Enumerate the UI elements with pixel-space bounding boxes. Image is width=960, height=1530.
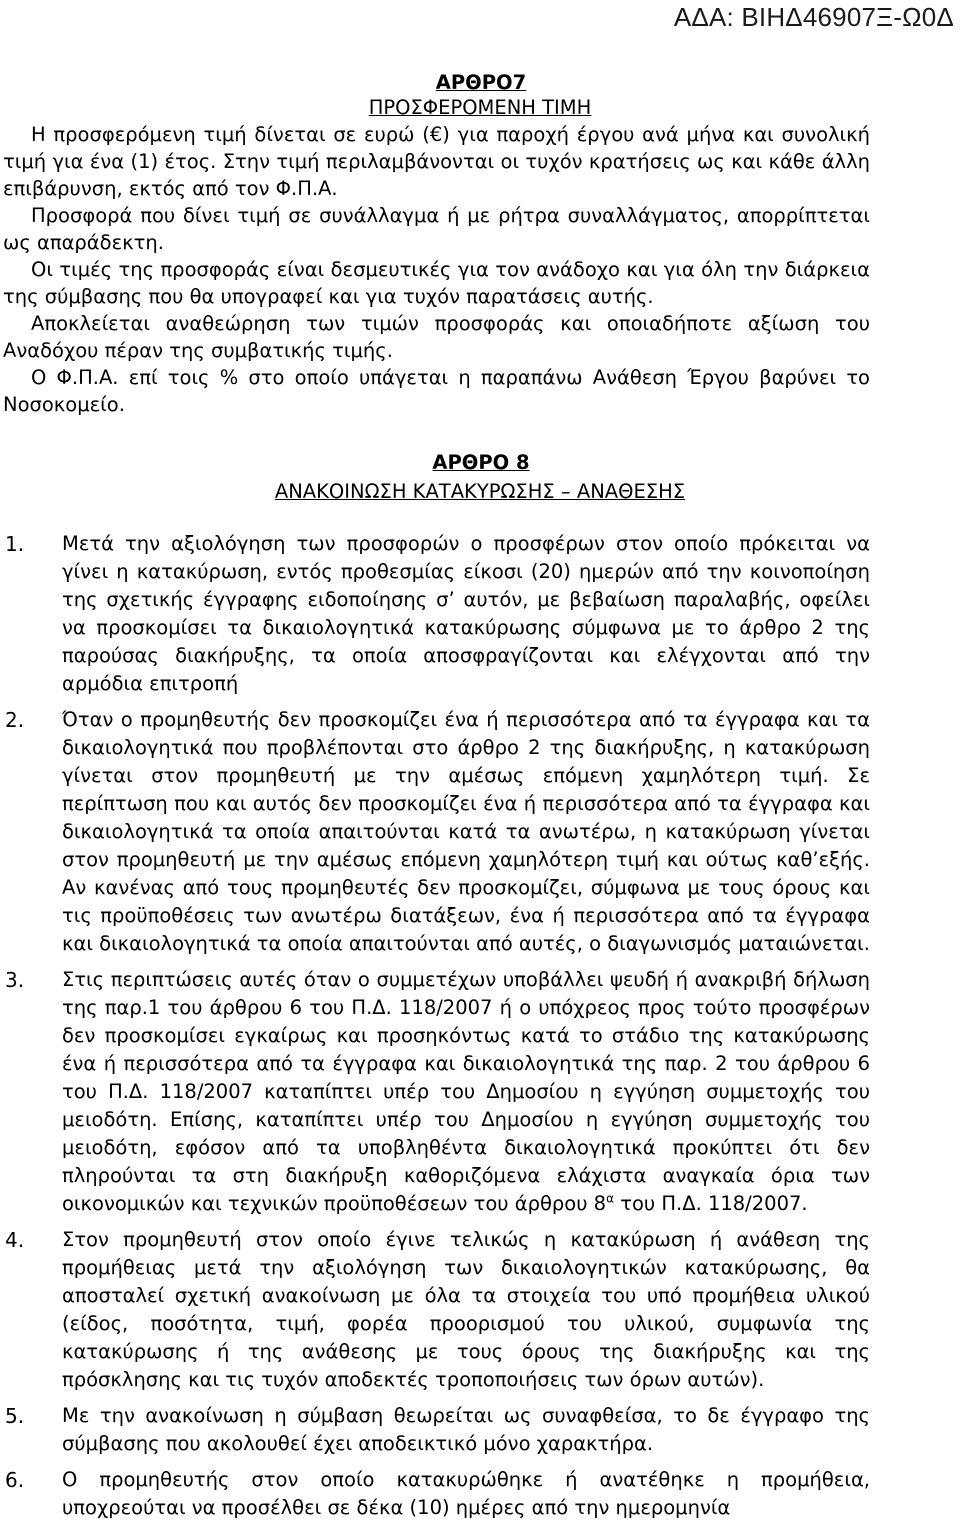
item-number: 2.: [5, 708, 25, 732]
article-7: [0, 70, 960, 418]
item-number: 5.: [5, 1404, 25, 1428]
numbered-list: [0, 530, 960, 1522]
item-text: Στις περιπτώσεις αυτές όταν ο συμμετέχων υποβάλλει ψευδή ή ανακριβή δήλωση της παρ.1 του άρθρου 6 του Π.Δ. 118/2007 ή ο υπόχρεος προς τούτο προσφέρων δεν προσκομίσει εγκαίρως και προσηκόντως κατά το στάδιο της κατακύρωσης ένα ή περισσότερα από τα έγγραφα και δικαιολογητικά της παρ. 2 του άρθρου 6 του Π.Δ. 118/2007 καταπίπτει υπέρ του Δημοσίου η εγγύηση συμμετοχής του μειοδότη. Επίσης, καταπίπτει υπέρ του Δημοσίου η εγγύηση συμμετοχής του μειοδότη, εφόσον από τα υποβληθέντα δικαιολογητικά προκύπτει ότι δεν πληρούνται τα στη διακήρυξη καθοριζόμενα ελάχιστα αναγκαία όρια των οικονομικών και τεχνικών προϋποθέσεων του άρθρου 8: [62, 968, 870, 1215]
article-8-title: ΑΡΘΡΟ 8: [432, 451, 530, 474]
item-text: Με την ανακοίνωση η σύμβαση θεωρείται ως συναφθείσα, το δε έγγραφο της σύμβασης που ακολουθεί έχει αποδεικτικό μόνο χαρακτήρα.: [62, 1404, 870, 1455]
paragraph: Αποκλείεται αναθεώρηση των τιμών προσφοράς και οποιαδήποτε αξίωση του Αναδόχου πέραν της συμβατικής τιμής.: [3, 312, 870, 362]
item-number: 6.: [5, 1468, 25, 1492]
paragraph: Η προσφερόμενη τιμή δίνεται σε ευρώ (€) για παροχή έργου ανά μήνα και συνολική τιμή για ένα (1) έτος. Στην τιμή περιλαμβάνονται οι τυχόν κρατήσεις ως και κάθε άλλη επιβάρυνση, εκτός από τον Φ.Π.Α.: [3, 123, 870, 200]
item-number: 1.: [5, 532, 25, 556]
document-id-header: ΑΔΑ: ΒΙΗΔ46907Ξ-Ω0Δ: [673, 2, 954, 32]
paragraph: Οι τιμές της προσφοράς είναι δεσμευτικές για τον ανάδοχο και για όλη την διάρκεια της σύμβασης που θα υπογραφεί και για τυχόν παρατάσεις αυτής.: [3, 258, 870, 308]
list-item: [0, 966, 960, 1218]
list-item: [0, 1226, 960, 1394]
list-item: [0, 706, 960, 958]
article-8-subtitle: ΑΝΑΚΟΙΝΩΣΗ ΚΑΤΑΚΥΡΩΣΗΣ – ΑΝΑΘΕΣΗΣ: [274, 480, 686, 503]
list-item: [0, 1402, 960, 1458]
item-text: Μετά την αξιολόγηση των προσφορών ο προσφέρων στον οποίο πρόκειται να γίνει η κατακύρωση, εντός προθεσμίας είκοσι (20) ημερών από την κοινοποίηση της σχετικής έγγραφης ειδοποίησης σ’ αυτόν, με βεβαίωση παραλαβής, οφείλει να προσκομίσει τα δικαιολογητικά κατακύρωσης σύμφωνα με το άρθρο 2 της παρούσας διακήρυξης, τα οποία αποσφραγίζονται και ελέγχονται από την αρμόδια επιτροπή: [62, 532, 870, 695]
item-text: Στον προμηθευτή στον οποίο έγινε τελικώς η κατακύρωση ή ανάθεση της προμήθειας μετά την αξιολόγηση των δικαιολογητικών κατακύρωσης, θα αποσταλεί σχετική ανακοίνωση με όλα τα στοιχεία του υπό προμήθεια υλικού (είδος, ποσότητα, τιμή, φορέα προορισμού του υλικού, συμφωνία της κατακύρωσης ή της ανάθεσης με τους όρους της διακήρυξης και της πρόσκλησης και τις τυχόν αποδεκτές τροποποιήσεις των όρων αυτών).: [62, 1228, 870, 1391]
superscript: α: [606, 1191, 615, 1206]
article-7-title: ΑΡΘΡΟ7: [435, 71, 527, 94]
item-number: 3.: [5, 968, 25, 992]
article-7-subtitle: ΠΡΟΣΦΕΡΟΜΕΝΗ ΤΙΜΗ: [368, 96, 592, 119]
document-page: [0, 70, 960, 1530]
item-text: Όταν ο προμηθευτής δεν προσκομίζει ένα ή περισσότερα από τα έγγραφα και τα δικαιολογητικά που προβλέπονται στο άρθρο 2 της διακήρυξης, η κατακύρωση γίνεται στον προμηθευτή με την αμέσως επόμενη χαμηλότερη τιμή. Σε περίπτωση που και αυτός δεν προσκομίζει ένα ή περισσότερα από τα έγγραφα και δικαιολογητικά τα οποία απαιτούνται κατά τα ανωτέρω, η κατακύρωση γίνεται στον προμηθευτή με την αμέσως επόμενη χαμηλότερη τιμή και ούτως καθ’εξής. Αν κανένας από τους προμηθευτές δεν προσκομίζει, σύμφωνα με τους όρους και τις προϋποθέσεις των ανωτέρω διατάξεων, ένα ή περισσότερα από τα έγγραφα και δικαιολογητικά τα οποία απαιτούνται από αυτές, ο διαγωνισμός ματαιώνεται.: [62, 708, 870, 955]
list-item: [0, 530, 960, 698]
paragraph: Ο Φ.Π.Α. επί τοις % στο οποίο υπάγεται η παραπάνω Ανάθεση Έργου βαρύνει το Νοσοκομείο.: [3, 366, 870, 416]
item-text-continued: του Π.Δ. 118/2007.: [614, 1192, 808, 1215]
paragraph: Προσφορά που δίνει τιμή σε συνάλλαγμα ή με ρήτρα συναλλάγματος, απορρίπτεται ως απαράδεκτη.: [3, 204, 870, 254]
list-item: [0, 1466, 960, 1522]
article-8: [0, 448, 960, 1522]
item-text: Ο προμηθευτής στον οποίο κατακυρώθηκε ή ανατέθηκε η προμήθεια, υποχρεούται να προσέλθει σε δέκα (10) ημέρες από την ημερομηνία: [62, 1468, 870, 1519]
item-number: 4.: [5, 1228, 25, 1252]
